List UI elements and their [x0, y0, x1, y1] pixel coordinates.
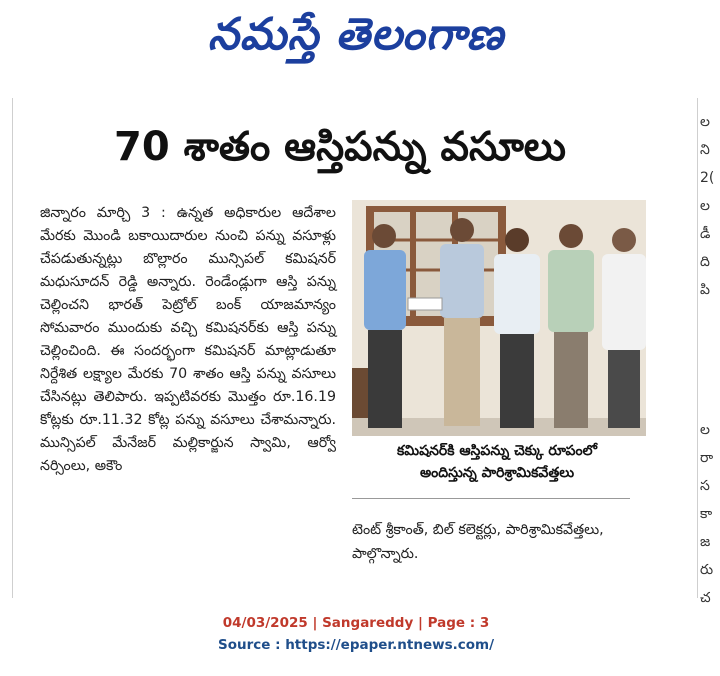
caption-divider: [352, 498, 630, 499]
adjacent-fragment: రు: [700, 562, 714, 578]
adjacent-fragment: చ: [700, 590, 711, 606]
adjacent-fragment: ది: [700, 254, 710, 270]
article-body-paragraph: జిన్నారం మార్చి 3 : ఉన్నత అధికారుల ఆదేశాల మేరకు మొండి బకాయిదారుల నుంచి పన్ను వసూళ్లు చేపడుతున్నట్లు బొల్లారం మున్సిపల్ కమిషనర్ మధుసూదన్ రెడ్డి అన్నారు. రెండేండ్లుగా ఆస్తి పన్ను చెల్లించని భారత్ పెట్రోల్ బంక్ యాజమాన్యం సోమవారం ముందుకు వచ్చి కమిషనర్‌కు ఆస్తి పన్ను చెల్లించింది. ఈ సందర్భంగా కమిషనర్ మాట్లాడుతూ నిర్దేశిత లక్ష్యాల మేరకు 70 శాతం ఆస్తి పన్ను వసూలు చేసినట్లు తెలిపారు. ఇప్పటివరకు మొత్తం రూ.16.19 కోట్లకు రూ.11.32 కోట్ల పన్ను వసూలు చేశామన్నారు. మున్సిపల్ మేనేజర్ మల్లికార్జున స్వామి, ఆర్వో నర్సింలు, అకౌం: [40, 205, 336, 474]
footer-source-link[interactable]: Source : https://epaper.ntnews.com/: [217, 637, 495, 653]
news-photo-icon: [352, 200, 646, 436]
newspaper-clipping: [0, 98, 715, 606]
adjacent-fragment: పి: [700, 282, 710, 298]
article-body: [40, 202, 336, 478]
adjacent-fragment: 2(: [700, 170, 715, 186]
article-continuation: టెంట్ శ్రీకాంత్, బిల్ కలెక్టర్లు, పారిశ్రామికవేత్తలు, పాల్గొన్నారు.: [352, 522, 604, 562]
adjacent-fragment: డీ: [700, 226, 711, 242]
adjacent-fragment: జ: [700, 534, 711, 550]
adjacent-column-fragment: [700, 108, 720, 612]
adjacent-fragment: ల: [700, 198, 710, 214]
photo-caption: [352, 440, 642, 484]
photo-caption-line-2: అందిస్తున్న పారిశ్రామికవేత్తలు: [419, 465, 575, 481]
adjacent-fragment: ల: [700, 114, 710, 130]
article-headline: 70 శాతం ఆస్తిపన్ను వసూలు: [113, 124, 566, 170]
news-photo: [352, 200, 646, 436]
masthead-logo: నమస్తే తెలంగాణ: [207, 9, 505, 60]
adjacent-fragment: స: [700, 478, 710, 494]
page-footer: [0, 612, 712, 656]
adjacent-fragment: ని: [700, 142, 710, 158]
adjacent-fragment: రా: [700, 450, 714, 466]
column-divider-left: [12, 98, 13, 598]
adjacent-fragment: ల: [700, 422, 710, 438]
footer-date-line: 04/03/2025 | Sangareddy | Page : 3: [222, 615, 490, 631]
column-divider-right: [697, 98, 698, 598]
masthead: [0, 0, 712, 80]
adjacent-fragment: కా: [700, 506, 713, 522]
photo-caption-line-1: కమిషనర్‌కి ఆస్తిపన్ను చెక్కు రూపంలో: [396, 443, 598, 459]
